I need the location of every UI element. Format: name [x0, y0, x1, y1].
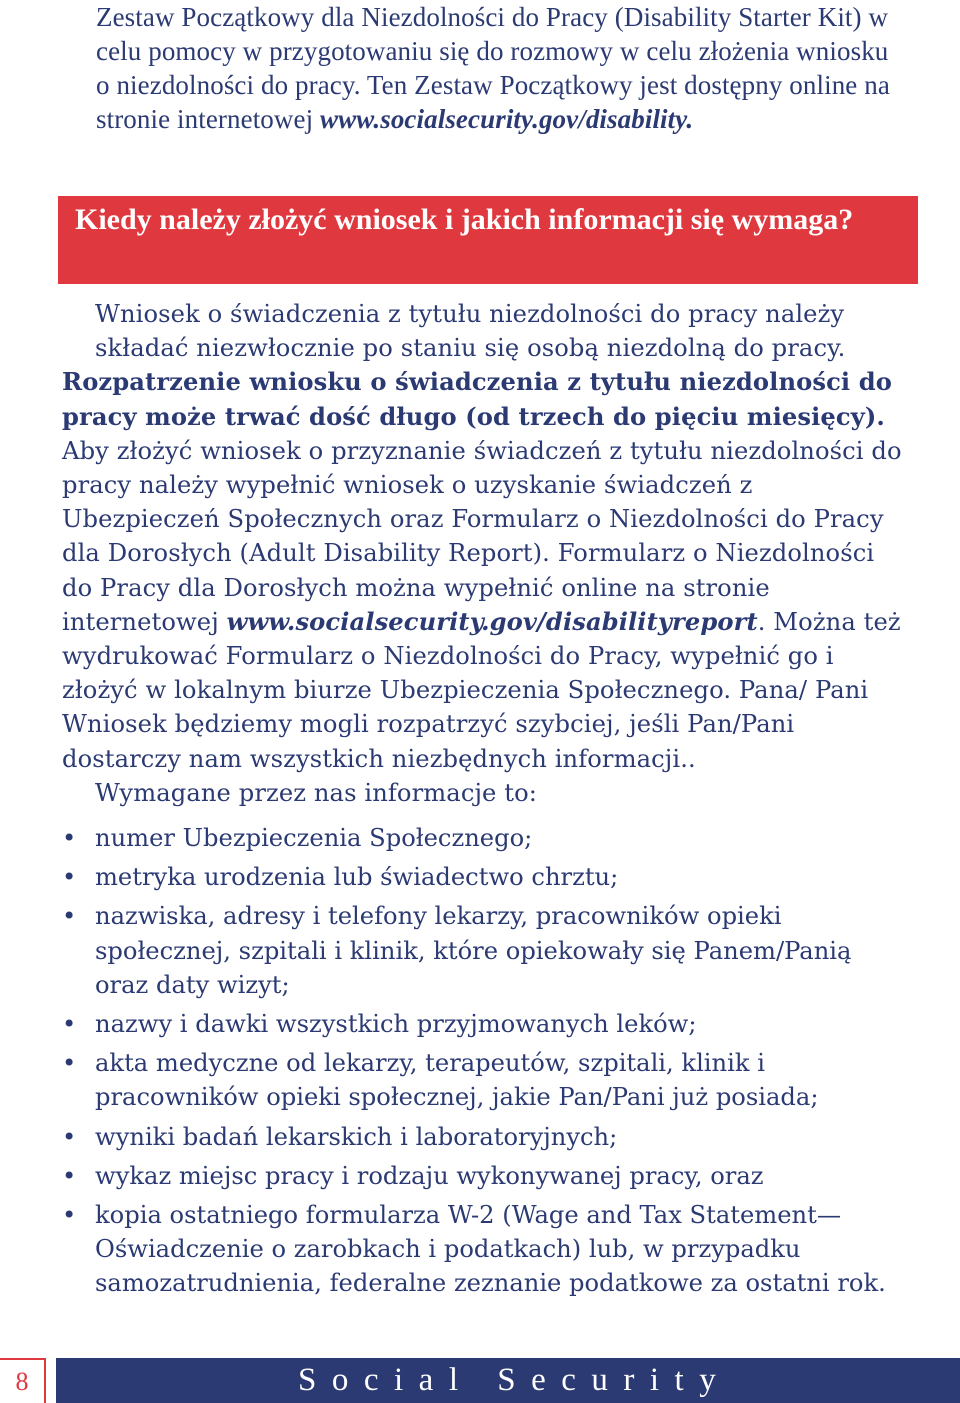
body-paragraph-1: Wniosek o świadczenia z tytułu niezdolności do pracy należy składać niezwłocznie po staniu się osobą niezdolną do pracy.: [95, 300, 846, 363]
disability-link[interactable]: www.socialsecurity.gov/disability.: [320, 104, 694, 134]
body-paragraph-2-end: . Można też wydrukować Formularz o Niezdolności do Pracy, wypełnić go i złożyć w lokalnym biurze Ubezpieczenia Społecznego. Pana/ Pani Wniosek będziemy mogli rozpatrzyć szybciej, jeśli Pan/Pani dostarczy nam wszystkich niezbędnych informacji..: [62, 607, 901, 773]
body-paragraph-2-text: Aby złożyć wniosek o przyznanie świadczeń z tytułu niezdolności do pracy należy wypełnić wniosek o uzyskanie świadczeń z Ubezpieczeń Społecznych oraz Formularz o Niezdolności do Pracy dla Dorosłych (Adult Disability Report). Formularz o Niezdolności do Pracy dla Dorosłych można wypełnić online na stronie internetowej: [62, 436, 902, 636]
list-item: [62, 1120, 902, 1154]
page-number: 8: [15, 1367, 29, 1396]
bullet-icon: •: [62, 1201, 77, 1230]
section-heading: Kiedy należy złożyć wniosek i jakich informacji się wymaga?: [75, 203, 854, 236]
intro-paragraph: [96, 0, 896, 136]
bullet-icon: •: [62, 824, 77, 852]
list-item-text: wyniki badań lekarskich i laboratoryjnych;: [95, 1122, 618, 1151]
list-item-text: numer Ubezpieczenia Społecznego;: [95, 824, 533, 852]
bullet-icon: •: [62, 1049, 77, 1078]
body-paragraph-2: [62, 434, 902, 776]
footer-title: Social Security: [298, 1362, 732, 1398]
intro-text: Zestaw Początkowy dla Niezdolności do Pracy (Disability Starter Kit) w celu pomocy w przygotowaniu się do rozmowy w celu złożenia wniosku o niezdolności do pracy. Ten Zestaw Początkowy jest dostępny online na stronie internetowej: [96, 2, 890, 134]
list-item: [62, 821, 902, 855]
list-item: [62, 1046, 902, 1114]
list-item-text: akta medyczne od lekarzy, terapeutów, szpitali, klinik i pracowników opieki społecznej, jakie Pan/Pani już posiada;: [95, 1049, 819, 1112]
list-item: [62, 1198, 902, 1301]
list-item: [62, 1007, 902, 1041]
section-body: [62, 297, 902, 810]
bullet-icon: •: [62, 902, 77, 931]
list-item-text: nazwy i dawki wszystkich przyjmowanych leków;: [95, 1010, 697, 1039]
required-info-list: [62, 821, 902, 1306]
bullet-icon: •: [62, 1010, 77, 1039]
list-item: [62, 899, 902, 1002]
bullet-icon: •: [62, 1122, 77, 1151]
list-item: [62, 1159, 902, 1193]
body-paragraph-1-bold: Rozpatrzenie wniosku o świadczenia z tytułu niezdolności do pracy może trwać dość długo (od trzech do pięciu miesięcy).: [62, 367, 892, 431]
disabilityreport-link[interactable]: www.socialsecurity.gov/disabilityreport: [226, 606, 758, 636]
list-item-text: metryka urodzenia lub świadectwo chrztu;: [95, 863, 619, 892]
bullet-icon: •: [62, 1161, 77, 1190]
list-item-text: kopia ostatniego formularza W-2 (Wage and Tax Statement— Oświadczenie o zarobkach i podatkach) lub, w przypadku samozatrudnienia, federalne zeznanie podatkowe za ostatni rok.: [95, 1201, 886, 1298]
list-intro: Wymagane przez nas informacje to:: [95, 778, 537, 807]
list-item-text: wykaz miejsc pracy i rodzaju wykonywanej pracy, oraz: [95, 1161, 764, 1190]
list-item: [62, 860, 902, 894]
bullet-icon: •: [62, 863, 77, 892]
list-item-text: nazwiska, adresy i telefony lekarzy, pracowników opieki społecznej, szpitali i klinik, które opiekowały się Panem/Panią oraz daty wizyt;: [95, 902, 852, 999]
